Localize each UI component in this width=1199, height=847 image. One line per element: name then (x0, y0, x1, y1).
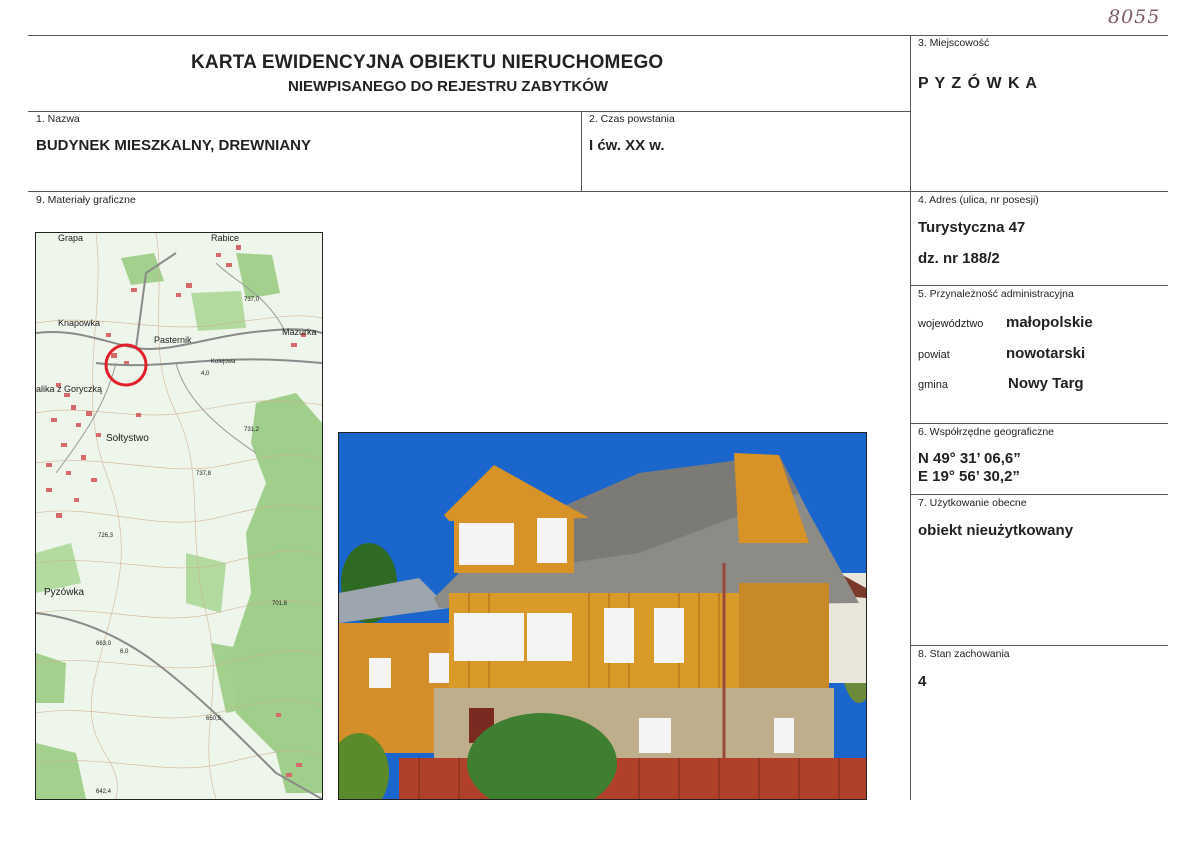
powiat-label: powiat (918, 349, 950, 361)
latitude-value: N 49° 31’ 06,6” (918, 450, 1021, 467)
map-label-grapa: Grapa (58, 233, 84, 243)
row-divider-right-3 (910, 494, 1168, 495)
row-divider-right-4 (910, 645, 1168, 646)
map-label-knapowka: Knapowka (58, 318, 101, 328)
row-divider-1 (28, 111, 910, 112)
row-divider-2 (28, 191, 1168, 192)
gmina-label: gmina (918, 379, 948, 391)
map-label-pyzowka: Pyzówka (44, 587, 85, 598)
row-divider-right-2 (910, 423, 1168, 424)
map-label-koleiowa: Kolejowa (211, 359, 236, 365)
wojewodztwo-label: województwo (918, 318, 984, 330)
top-border (28, 35, 1168, 36)
map-elev-701: 701,8 (272, 601, 288, 607)
map-elev-737: 737,0 (244, 297, 260, 303)
powiat-value: nowotarski (1006, 345, 1086, 362)
materialy-label: 9. Materiały graficzne (36, 194, 136, 206)
miejscowosc-value: P Y Z Ó W K A (918, 75, 1038, 92)
name-date-divider (581, 111, 582, 191)
gmina-value: Nowy Targ (1008, 375, 1084, 392)
stan-value: 4 (918, 673, 927, 690)
card-subtitle: NIEWPISANEGO DO REJESTRU ZABYTKÓW (288, 78, 609, 95)
building-photo (338, 432, 867, 800)
adres-parcel: dz. nr 188/2 (918, 250, 1000, 267)
photo-drawing (339, 433, 866, 799)
wspolrzedne-label: 6. Współrzędne geograficzne (918, 426, 1054, 438)
map-elev-642: 642,4 (96, 789, 112, 795)
adres-label: 4. Adres (ulica, nr posesji) (918, 194, 1039, 206)
nazwa-value: BUDYNEK MIESZKALNY, DREWNIANY (36, 137, 312, 154)
stan-label: 8. Stan zachowania (918, 648, 1010, 660)
uzytkowanie-label: 7. Użytkowanie obecne (918, 497, 1027, 509)
wojewodztwo-value: małopolskie (1006, 314, 1093, 331)
topographic-map (35, 232, 323, 800)
przynaleznosc-label: 5. Przynależność administracyjna (918, 288, 1074, 300)
map-label-pasternik: Pasternik (154, 335, 192, 345)
uzytkowanie-value: obiekt nieużytkowany (918, 522, 1074, 539)
czas-powstania-value: I ćw. XX w. (589, 137, 665, 154)
map-elev-663: 663,0 (96, 641, 112, 647)
map-label-mazurka: Mazurka (282, 327, 317, 337)
czas-powstania-label: 2. Czas powstania (589, 113, 675, 125)
card-title: KARTA EWIDENCYJNA OBIEKTU NIERUCHOMEGO (191, 52, 664, 73)
map-elev-731: 731,2 (244, 427, 260, 433)
map-elev-737b: 737,8 (196, 471, 212, 477)
map-elev-726: 726,3 (98, 533, 114, 539)
nazwa-label: 1. Nazwa (36, 113, 80, 125)
map-elev-60: 6,0 (120, 649, 129, 655)
map-drawing (36, 233, 322, 799)
row-divider-right-1 (910, 285, 1168, 286)
map-label-soltystwo: Sołtystwo (106, 433, 149, 444)
longitude-value: E 19° 56’ 30,2” (918, 468, 1020, 485)
right-column-divider (910, 35, 911, 800)
map-label-rabice: Rabice (211, 233, 240, 243)
map-elev-650: 650,5 (206, 716, 222, 722)
handwritten-number: 8055 (1108, 6, 1161, 28)
miejscowosc-label: 3. Miejscowość (918, 37, 990, 49)
adres-street: Turystyczna 47 (918, 219, 1026, 236)
map-elev-40: 4,0 (201, 371, 210, 377)
map-label-goryczka: alika z Goryczką (36, 384, 103, 394)
